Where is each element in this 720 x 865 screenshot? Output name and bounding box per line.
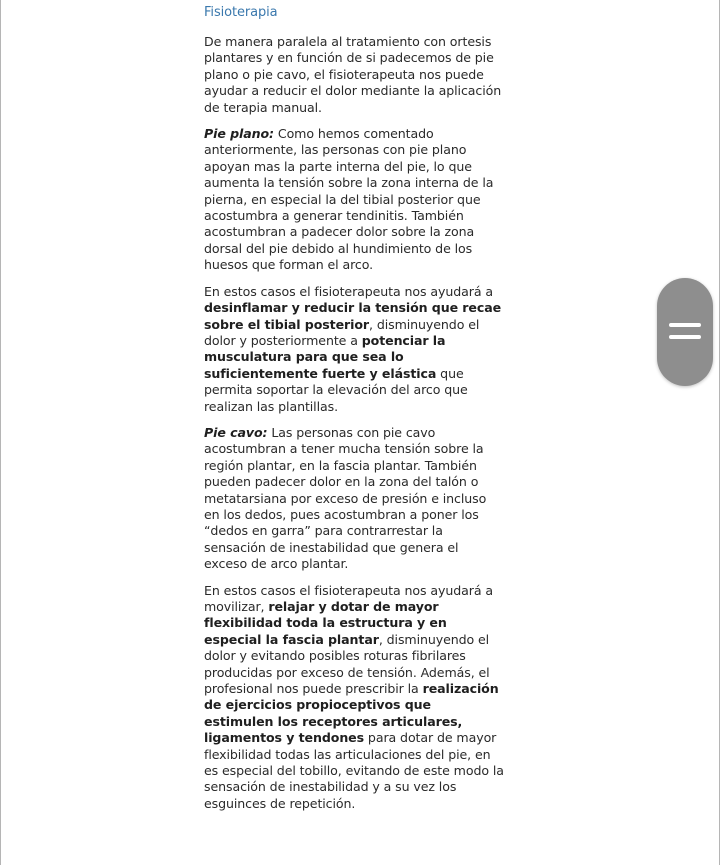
article-content bbox=[204, 4, 504, 822]
text-segment: que permita soportar la elevación del arco que realizan las plantillas. bbox=[204, 365, 468, 414]
paragraph-intro: De manera paralela al tratamiento con ortesis plantares y en función de si padecemos de pie plano o pie cavo, el fisioterapeuta nos puede ayudar a reducir el dolor mediante la aplicación de terapia manual. bbox=[204, 34, 502, 115]
bold-segment: realización de ejercicios propioceptivos que estimulen los receptores articulares, ligamentos y tendones bbox=[204, 681, 499, 746]
section-title: Fisioterapia bbox=[204, 5, 278, 20]
bold-segment: potenciar la musculatura para que sea lo suficientemente fuerte y elástica bbox=[204, 332, 446, 381]
lead-pie-cavo: Pie cavo: bbox=[204, 424, 268, 440]
paragraph-treatment-cavo bbox=[204, 583, 504, 813]
drag-handle-icon bbox=[669, 335, 701, 339]
text-segment: En estos casos el fisioterapeuta nos ayudará a bbox=[204, 283, 493, 299]
text-pie-plano: Como hemos comentado anteriormente, las personas con pie plano apoyan mas la parte interna del pie, lo que aumenta la tensión sobre la zona interna de la pierna, en especial la del tibial posterior que acostumbra a generar tendinitis. También acostumbran a padecer dolor sobre la zona dorsal del pie debido al hundimiento de los huesos que forman el arco. bbox=[204, 126, 494, 273]
bold-segment: relajar y dotar de mayor flexibilidad toda la estructura y en especial la fascia plantar bbox=[204, 599, 447, 647]
text-segment: , disminuyendo el dolor y evitando posibles roturas fibrilares producidas por exceso de tensión. Además, el profesional nos puede prescribir la bbox=[204, 631, 490, 697]
text-segment: para dotar de mayor flexibilidad todas las articulaciones del pie, en es especial del tobillo, evitando de este modo la sensación de inestabilidad y a su vez los esguinces de repetición. bbox=[204, 730, 504, 811]
drag-handle-icon bbox=[669, 323, 701, 327]
paragraph-treatment-plano bbox=[204, 284, 504, 415]
bold-segment: desinflamar y reducir la tensión que recae sobre el tibial posterior bbox=[204, 300, 502, 332]
paragraph-pie-cavo bbox=[204, 425, 504, 573]
text-segment: , disminuyendo el dolor y posteriormente a bbox=[204, 316, 480, 348]
text-pie-cavo: Las personas con pie cavo acostumbran a tener mucha tensión sobre la región plantar, en la fascia plantar. También pueden padecer dolor en la zona del talón o metatarsiana por exceso de presión e incluso en los dedos, pues acostumbran a poner los “dedos en garra” para contrarrestar la sensación de inestabilidad que genera el exceso de arco plantar. bbox=[204, 424, 487, 572]
paragraph-pie-plano bbox=[204, 126, 504, 274]
text-segment: En estos casos el fisioterapeuta nos ayudará a movilizar, bbox=[204, 582, 493, 614]
scroll-handle[interactable] bbox=[657, 278, 713, 386]
lead-pie-plano: Pie plano: bbox=[204, 126, 274, 142]
